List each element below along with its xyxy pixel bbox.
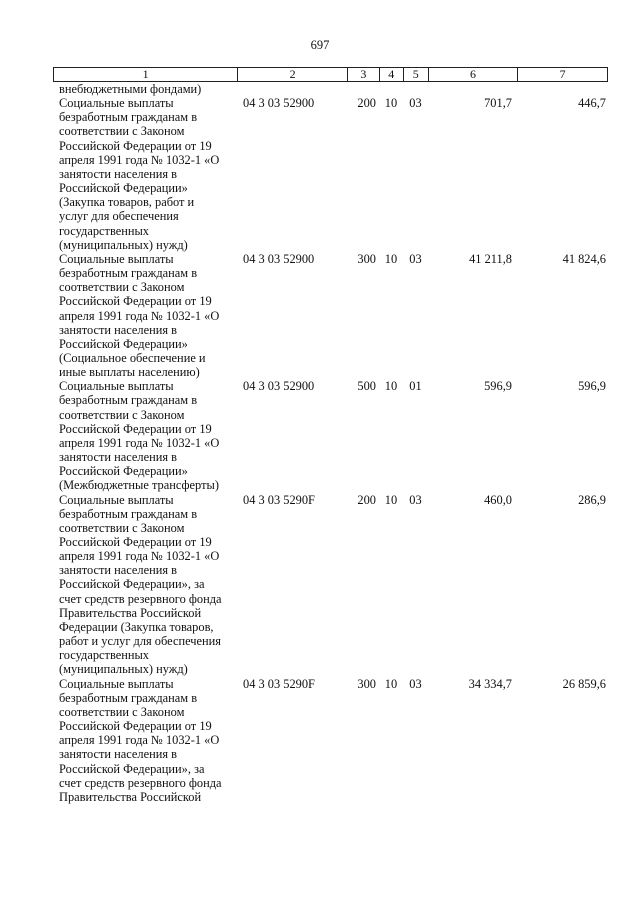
header-col-7: 7 [517, 68, 607, 81]
description-line: безработным гражданам в [59, 393, 198, 408]
description-line: Российской Федерации от 19 [59, 138, 212, 153]
description-line: Правительства Российской [59, 789, 202, 804]
description-line: Федерации (Закупка товаров, [59, 619, 214, 634]
description-line: услуг для обеспечения [59, 209, 179, 224]
header-col-1: 1 [142, 67, 149, 81]
row-col-7: 26 859,6 [562, 676, 606, 691]
description-line: соответствии с Законом [59, 280, 185, 295]
row-col-5: 03 [409, 676, 422, 691]
row-code: 04 3 03 5290F [243, 676, 315, 691]
row-col-4: 10 [384, 492, 398, 507]
row-col-3: 200 [357, 492, 376, 507]
description-line: апреля 1991 года № 1032-1 «О [59, 308, 220, 323]
row-code: 04 3 03 5290F [243, 492, 315, 507]
row-description [53, 379, 237, 492]
description-line: безработным гражданам в [59, 506, 198, 521]
table-row [53, 677, 608, 804]
row-col-5: 03 [409, 96, 422, 111]
description-line: занятости населения в [59, 166, 177, 181]
description-line: счет средств резервного фонда [59, 591, 222, 606]
row-col-3: 300 [357, 676, 376, 691]
description-line: апреля 1991 года № 1032-1 «О [59, 549, 220, 564]
description-line: соответствии с Законом [59, 407, 185, 422]
description-line: занятости населения в [59, 322, 177, 337]
description-line: соответствии с Законом [59, 704, 185, 719]
table-row [53, 379, 608, 492]
description-line: (муниципальных) нужд) [59, 237, 188, 252]
row-col-5: 03 [409, 251, 422, 266]
description-line: Российской Федерации от 19 [59, 294, 212, 309]
row-code: 04 3 03 52900 [243, 251, 315, 266]
row-description [53, 677, 237, 804]
description-line: государственных [59, 223, 150, 238]
description-line: Социальные выплаты [59, 676, 174, 691]
row-description [53, 96, 237, 252]
description-line: апреля 1991 года № 1032-1 «О [59, 152, 220, 167]
row-code: 04 3 03 52900 [243, 96, 315, 111]
description-line: Российской Федерации», за [59, 577, 205, 592]
description-line: иные выплаты населению) [59, 365, 200, 380]
description-line: счет средств резервного фонда [59, 775, 222, 790]
description-line: Российской Федерации от 19 [59, 535, 212, 549]
row-col-6: 34 334,7 [468, 676, 512, 691]
row-col-7: 446,7 [578, 96, 606, 111]
table-row [53, 252, 608, 379]
description-line: занятости населения в [59, 747, 177, 762]
row-col-4: 10 [384, 251, 398, 266]
description-line: (Межбюджетные трансферты) [59, 478, 219, 493]
row-col-6: 460,0 [484, 492, 512, 507]
description-line: апреля 1991 года № 1032-1 «О [59, 733, 220, 748]
row-col-7: 286,9 [578, 492, 606, 507]
table-row [53, 96, 608, 252]
row-col-4: 10 [384, 676, 398, 691]
page-number: 697 [310, 38, 330, 52]
description-line: соответствии с Законом [59, 520, 185, 535]
description-line: Российской Федерации от 19 [59, 719, 212, 734]
continuation-row [53, 82, 608, 96]
description-line: безработным гражданам в [59, 110, 198, 125]
header-col-6: 6 [428, 68, 518, 81]
description-line: Российской Федерации от 19 [59, 421, 212, 436]
description-line: Российской Федерации» [59, 464, 188, 479]
row-col-7: 41 824,6 [562, 251, 606, 266]
description-line: Социальные выплаты [59, 251, 174, 266]
row-col-5: 01 [409, 379, 422, 394]
table-header [53, 67, 608, 82]
description-line: Социальные выплаты [59, 492, 174, 507]
row-code: 04 3 03 52900 [243, 379, 315, 394]
row-description [53, 493, 237, 677]
description-line: занятости населения в [59, 563, 177, 578]
row-col-3: 500 [357, 379, 376, 394]
header-col-5: 5 [403, 68, 428, 81]
row-col-7: 596,9 [578, 379, 606, 394]
row-col-3: 200 [357, 96, 376, 111]
row-col-6: 596,9 [484, 379, 512, 394]
description-line: безработным гражданам в [59, 690, 198, 705]
description-line: апреля 1991 года № 1032-1 «О [59, 435, 220, 450]
row-col-6: 41 211,8 [469, 251, 512, 266]
row-description [53, 252, 237, 379]
header-col-2: 2 [237, 68, 347, 81]
description-line: работ и услуг для обеспечения [59, 634, 221, 649]
description-line: (муниципальных) нужд) [59, 662, 188, 677]
row-col-4: 10 [384, 96, 398, 111]
row-col-4: 10 [384, 379, 398, 394]
table-body [53, 82, 608, 804]
description-line: Российской Федерации» [59, 181, 188, 196]
header-col-3: 3 [347, 68, 379, 81]
header-col-4: 4 [379, 68, 403, 81]
description-line: (Закупка товаров, работ и [59, 195, 195, 210]
description-line: соответствии с Законом [59, 124, 185, 139]
description-line: безработным гражданам в [59, 266, 198, 281]
description-line: Социальные выплаты [59, 96, 174, 111]
description-line: (Социальное обеспечение и [59, 350, 206, 365]
description-line: Социальные выплаты [59, 379, 174, 394]
description-line: Правительства Российской [59, 605, 202, 620]
row-col-5: 03 [409, 492, 422, 507]
table-rows [53, 96, 608, 804]
table-row [53, 493, 608, 677]
row-col-6: 701,7 [484, 96, 512, 111]
row-col-3: 300 [357, 251, 376, 266]
description-line: государственных [59, 648, 150, 663]
continuation-text: внебюджетными фондами) [59, 82, 202, 96]
description-line: занятости населения в [59, 450, 177, 465]
description-line: Российской Федерации», за [59, 761, 205, 776]
description-line: Российской Федерации» [59, 336, 188, 351]
